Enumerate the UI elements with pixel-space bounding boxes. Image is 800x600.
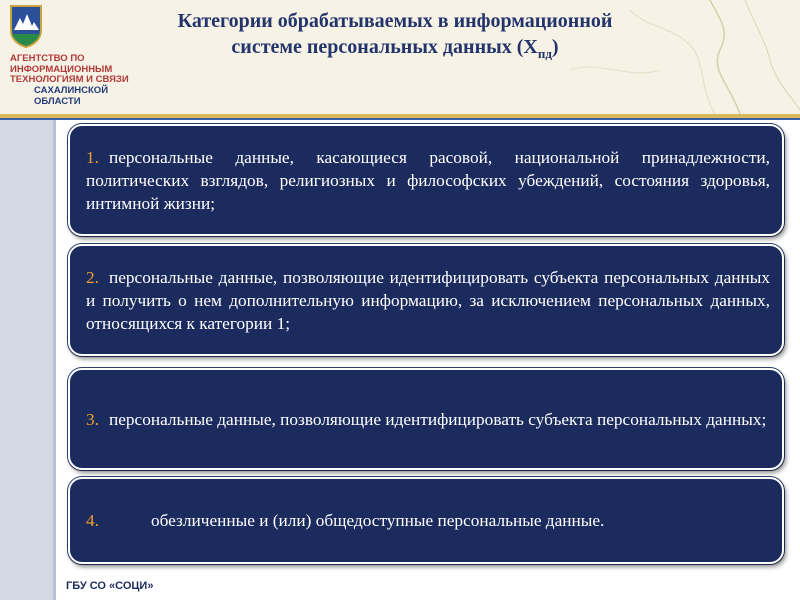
category-number: 3.	[86, 409, 99, 429]
category-box-2	[68, 244, 784, 356]
header-divider-blue	[0, 118, 800, 120]
category-number: 2.	[86, 267, 99, 287]
category-number: 4.	[86, 511, 99, 530]
organization-name-line2: САХАЛИНСКОЙ ОБЛАСТИ	[34, 85, 109, 107]
page-title: Категории обрабатываемых в информационной системе персональных данных $(Х_{пд})$	[177, 10, 613, 61]
category-text: персональные данные, касающиеся расовой, национальной принадлежности, политических взглядов, религиозных и философских убеждений, состояния здоровья, интимной жизни;	[86, 147, 770, 213]
left-sidebar-band	[0, 120, 53, 600]
header-banner	[0, 0, 800, 114]
category-box-4	[68, 477, 784, 564]
category-text: персональные данные, позволяющие идентифицировать субъекта персональных данных и получить о нем дополнительную информацию, за исключением персональных данных, относящихся к категории 1;	[86, 267, 770, 333]
category-number: 1.	[86, 147, 99, 167]
category-text: обезличенные и (или) общедоступные персональные данные.	[150, 511, 605, 530]
category-box-3	[68, 368, 784, 470]
footer-label: ГБУ СО «СОЦИ»	[66, 580, 154, 592]
sakhalin-coat-of-arms-icon	[9, 4, 43, 48]
category-box-1	[68, 124, 784, 236]
category-text: персональные данные, позволяющие идентифицировать субъекта персональных данных;	[108, 409, 767, 429]
organization-name-line1: АГЕНТСТВО ПО ИНФОРМАЦИОННЫМ ТЕХНОЛОГИЯМ И СВЯЗИ	[10, 53, 129, 85]
left-sidebar-stripe	[53, 120, 56, 600]
title-subscript: пд	[537, 46, 552, 61]
